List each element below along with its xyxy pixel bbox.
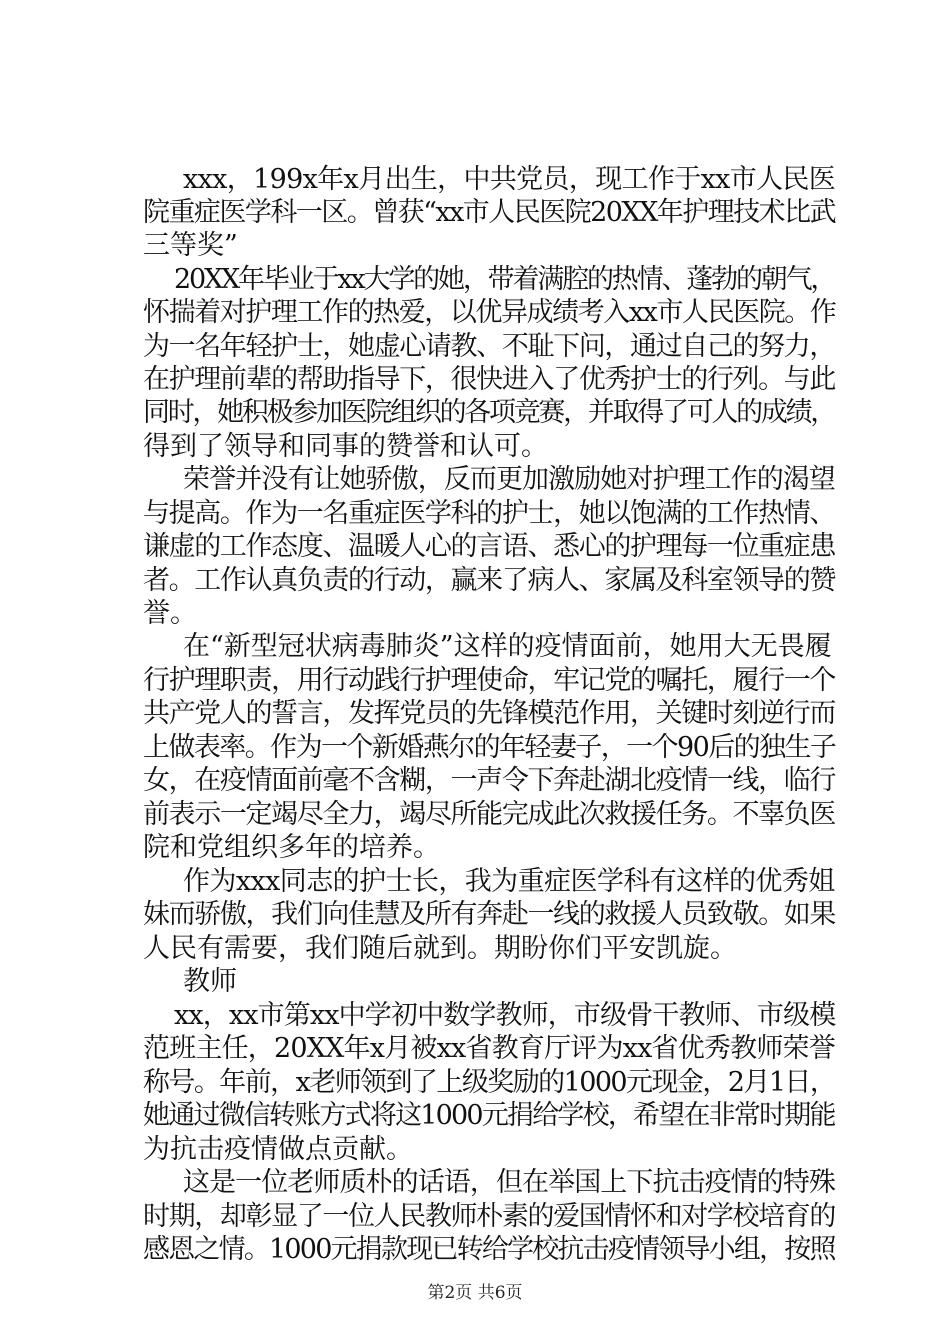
text-line: 人民有需要，我们随后就到。期盼你们平安凯旋。 [143,933,737,964]
text-line: 为抗击疫情做点贡献。 [143,1134,413,1165]
text-line: 感恩之情。1000元捐款现已转给学校抗击疫情领导小组，按照 [143,1234,835,1265]
text-line: 女，在疫情面前毫不含糊，一声令下奔赴湖北疫情一线，临行 [143,765,835,796]
text-line: 为一名年轻护士，她虚心请教、不耻下问，通过自己的努力， [143,331,835,362]
text-line: 这是一位老师质朴的话语，但在举国上下抗击疫情的特殊 [183,1167,835,1198]
text-line: xx，xx市第xx中学初中数学教师，市级骨干教师、市级模 [174,1000,836,1031]
text-line: 誉。 [143,598,197,629]
text-line: 得到了领导和同事的赞誉和认可。 [143,431,548,462]
text-line: 称号。年前，x老师领到了上级奖励的1000元现金，2月1日， [143,1067,836,1098]
text-line: 与提高。作为一名重症医学科的护士，她以饱满的工作热情、 [143,498,835,529]
text-line: 教师 [183,966,237,997]
text-line: 者。工作认真负责的行动，赢来了病人、家属及科室领导的赞 [143,565,835,596]
text-line: 妹而骄傲，我们向佳慧及所有奔赴一线的救援人员致敬。如果 [143,899,835,930]
text-line: 她通过微信转账方式将这1000元捐给学校，希望在非常时期能 [143,1100,835,1131]
text-line: 同时，她积极参加医院组织的各项竞赛，并取得了可人的成绩， [143,397,835,428]
text-line: 荣誉并没有让她骄傲，反而更加激励她对护理工作的渴望 [183,464,835,495]
text-line: 院和党组织多年的培养。 [143,832,440,863]
text-line: 在护理前辈的帮助指导下，很快进入了优秀护士的行列。与此 [143,364,835,395]
text-line: xxx，199x年x月出生，中共党员，现工作于xx市人民医 [183,164,836,195]
text-line: 行护理职责，用行动践行护理使命，牢记党的嘱托，履行一个 [143,665,835,696]
text-line: 怀揣着对护理工作的热爱，以优异成绩考入xx市人民医院。作 [143,297,836,328]
text-line: 在“新型冠状病毒肺炎”这样的疫情面前，她用大无畏履 [183,631,832,662]
text-line: 共产党人的誓言，发挥党员的先锋模范作用，关键时刻逆行而 [143,698,835,729]
text-line: 上做表率。作为一个新婚燕尔的年轻妻子，一个90后的独生子 [143,732,836,763]
page-footer: 第2页 共6页 [427,1283,523,1303]
text-line: 院重症医学科一区。曾获“xx市人民医院20XX年护理技术比武 [143,197,836,228]
text-line: 谦虚的工作态度、温暖人心的言语、悉心的护理每一位重症患 [143,531,835,562]
text-line: 范班主任，20XX年x月被xx省教育厅评为xx省优秀教师荣誉 [143,1033,835,1064]
text-line: 前表示一定竭尽全力，竭尽所能完成此次救援任务。不辜负医 [143,799,835,830]
text-line: 作为xxx同志的护士长，我为重症医学科有这样的优秀姐 [183,866,835,897]
text-line: 三等奖” [143,230,238,261]
text-line: 时期，却彰显了一位人民教师朴素的爱国情怀和对学校培育的 [143,1201,835,1232]
text-line: 20XX年毕业于xx大学的她，带着满腔的热情、蓬勃的朝气， [174,264,836,295]
